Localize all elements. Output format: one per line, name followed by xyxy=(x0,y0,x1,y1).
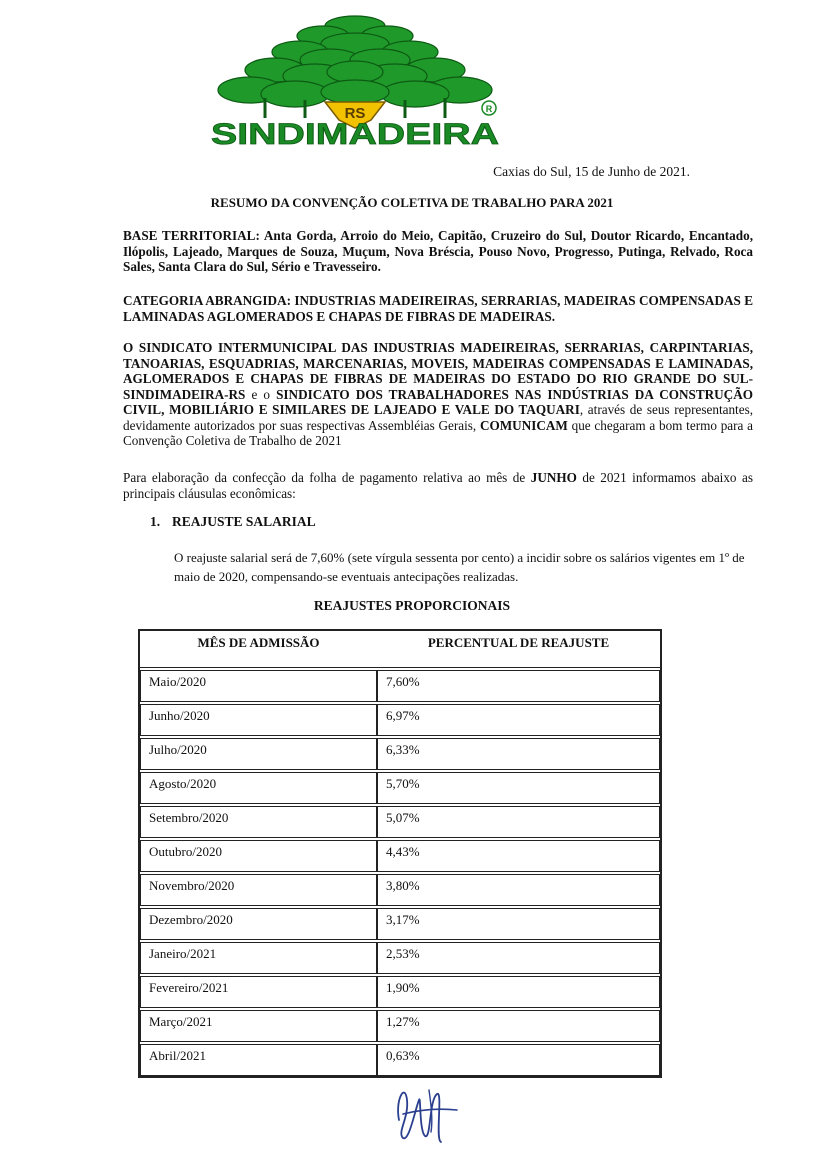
table-row xyxy=(140,670,660,702)
section-title: REAJUSTE SALARIAL xyxy=(172,514,316,529)
section-heading xyxy=(150,514,316,530)
reajuste-paragraph: O reajuste salarial será de 7,60% (sete vírgula sessenta por cento) a incidir sobre os salários vigentes em 1º de maio de 2020, compensando-se eventuais antecipações realizadas. xyxy=(174,550,745,584)
base-territorial-text: Anta Gorda, Arroio do Meio, Capitão, Cruzeiro do Sul, Doutor Ricardo, Encantado, Ilópolis, Lajeado, Marques de Souza, Muçum, Nova Bréscia, Pouso Novo, Progresso, Putinga, Relvado, Roca Sales, Santa Clara do Sul, Sério e Travesseiro. xyxy=(123,228,753,274)
elaboracao-month: JUNHO xyxy=(530,470,577,485)
table-row xyxy=(140,1010,660,1042)
table-row xyxy=(140,772,660,804)
percentage-cell: 5,07% xyxy=(377,806,660,838)
elaboracao-paragraph xyxy=(123,470,753,501)
table-row xyxy=(140,942,660,974)
svg-text:R: R xyxy=(485,104,493,114)
admission-month-cell: Abril/2021 xyxy=(140,1044,377,1076)
table-row xyxy=(140,840,660,872)
categoria-paragraph: CATEGORIA ABRANGIDA: INDUSTRIAS MADEIREIRAS, SERRARIAS, MADEIRAS COMPENSADAS E LAMINADAS AGLOMERADOS E CHAPAS DE FIBRAS DE MADEIRAS. xyxy=(123,293,753,324)
percentage-cell: 3,80% xyxy=(377,874,660,906)
connector-text: que chegaram a bom termo para a Convenção Coletiva de Trabalho de 2021 xyxy=(123,417,753,448)
admission-month-cell: Junho/2020 xyxy=(140,704,377,736)
connector-text: , através de seus representantes, devidamente autorizados por suas respectivas Assembléias Gerais, xyxy=(123,402,754,433)
column-header: PERCENTUAL DE REAJUSTE xyxy=(377,631,660,668)
admission-month-cell: Setembro/2020 xyxy=(140,806,377,838)
percentage-cell: 6,97% xyxy=(377,704,660,736)
signature xyxy=(385,1070,465,1150)
percentage-cell: 1,90% xyxy=(377,976,660,1008)
admission-month-cell: Dezembro/2020 xyxy=(140,908,377,940)
table-caption: REAJUSTES PROPORCIONAIS xyxy=(313,598,511,613)
svg-text:RS: RS xyxy=(344,105,366,122)
percentage-cell: 3,17% xyxy=(377,908,660,940)
admission-month-cell: Julho/2020 xyxy=(140,738,377,770)
reajustes-table xyxy=(138,629,662,1078)
percentage-cell: 2,53% xyxy=(377,942,660,974)
date-line: Caxias do Sul, 15 de Junho de 2021. xyxy=(493,164,690,179)
table-row xyxy=(140,908,660,940)
section-number: 1. xyxy=(150,514,161,529)
base-territorial-paragraph xyxy=(123,228,753,275)
percentage-cell: 6,33% xyxy=(377,738,660,770)
svg-text:SINDIMADEIRA: SINDIMADEIRA xyxy=(211,118,499,150)
table-row xyxy=(140,806,660,838)
base-territorial-label: BASE TERRITORIAL: xyxy=(123,228,260,243)
admission-month-cell: Março/2021 xyxy=(140,1010,377,1042)
connector-text: e o xyxy=(245,386,277,402)
comunicam-word: COMUNICAM xyxy=(479,417,568,433)
admission-month-cell: Fevereiro/2021 xyxy=(140,976,377,1008)
percentage-cell: 4,43% xyxy=(377,840,660,872)
sindicato-paragraph xyxy=(123,340,753,449)
table-row xyxy=(140,738,660,770)
percentage-cell: 1,27% xyxy=(377,1010,660,1042)
percentage-cell: 7,60% xyxy=(377,670,660,702)
admission-month-cell: Novembro/2020 xyxy=(140,874,377,906)
sindimadeira-logo xyxy=(205,10,505,150)
elaboracao-pre: Para elaboração da confecção da folha de pagamento relativa ao mês de xyxy=(123,470,531,485)
percentage-cell: 5,70% xyxy=(377,772,660,804)
elaboracao-post: de 2021 informamos abaixo as principais cláusulas econômicas: xyxy=(123,470,753,501)
percentage-cell: 0,63% xyxy=(377,1044,660,1076)
sindicato-workers: SINDICATO DOS TRABALHADORES NAS INDÚSTRIAS DA CONSTRUÇÃO CIVIL, MOBILIÁRIO E SIMILARES DE LAJEADO E VALE DO TAQUARI xyxy=(123,386,753,417)
document-title: RESUMO DA CONVENÇÃO COLETIVA DE TRABALHO PARA 2021 xyxy=(210,195,614,210)
admission-month-cell: Janeiro/2021 xyxy=(140,942,377,974)
column-header: MÊS DE ADMISSÃO xyxy=(140,631,377,668)
sindicato-employers: O SINDICATO INTERMUNICIPAL DAS INDUSTRIAS MADEIREIRAS, SERRARIAS, CARPINTARIAS, TANOARIAS, ESQUADRIAS, MARCENARIAS, MOVEIS, MADEIRAS COMPENSADAS E LAMINADAS, AGLOMERADOS E CHAPAS DE FIBRAS DE MADEIRAS DO ESTADO DO RIO GRANDE DO SUL-SINDIMADEIRA-RS xyxy=(123,340,753,402)
table-row xyxy=(140,704,660,736)
admission-month-cell: Agosto/2020 xyxy=(140,772,377,804)
table-row xyxy=(140,976,660,1008)
table-row xyxy=(140,874,660,906)
admission-month-cell: Maio/2020 xyxy=(140,670,377,702)
admission-month-cell: Outubro/2020 xyxy=(140,840,377,872)
